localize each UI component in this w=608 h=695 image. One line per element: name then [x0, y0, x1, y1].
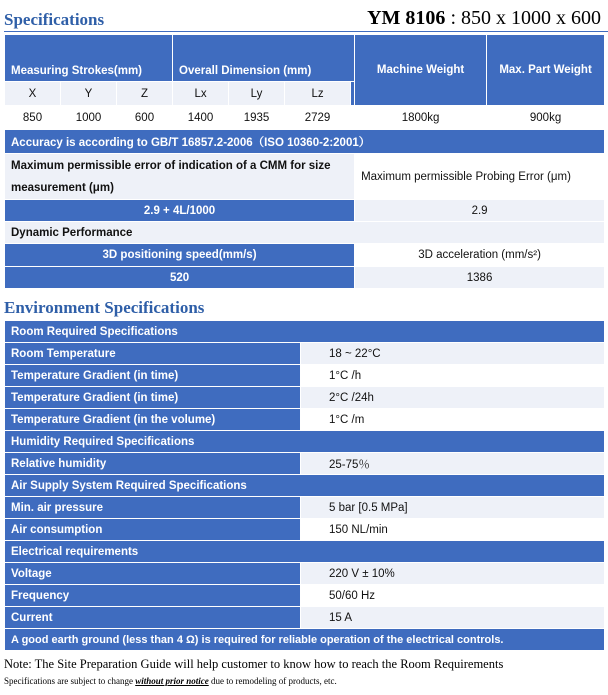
axis-value-z: 600	[117, 106, 173, 130]
axis-value-y: 1000	[61, 106, 117, 130]
grad-vol-row	[5, 409, 605, 431]
acceleration-label: 3D acceleration (mm/s²)	[355, 244, 605, 267]
air-pressure-label: Min. air pressure	[5, 497, 301, 519]
page-title: Specifications	[4, 10, 105, 29]
axis-label-lz: Lz	[285, 82, 351, 106]
electrical-header: Electrical requirements	[5, 541, 605, 563]
axis-label-z: Z	[117, 82, 173, 106]
probing-error-value: 2.9	[355, 200, 605, 222]
model-dimensions: : 850 x 1000 x 600	[445, 7, 601, 29]
mpe-value-row	[5, 200, 605, 222]
humidity-row	[5, 453, 605, 475]
air-pressure-row	[5, 497, 605, 519]
current-label: Current	[5, 607, 301, 629]
axis-label-ly: Ly	[229, 82, 285, 106]
axis-label-x: X	[5, 82, 61, 106]
grad-time-label: Temperature Gradient (in time)	[5, 365, 301, 387]
dynamic-header-row	[5, 222, 605, 244]
current-value: 15 A	[301, 607, 605, 629]
mpe-label: Maximum permissible error of indication of a CMM for size measurement (μm)	[5, 154, 355, 200]
voltage-row	[5, 563, 605, 585]
axis-label-gap	[351, 82, 355, 106]
air-consumption-row	[5, 519, 605, 541]
room-temp-label: Room Temperature	[5, 343, 301, 365]
humidity-value: 25-75％	[301, 453, 605, 475]
humidity-label: Relative humidity	[5, 453, 301, 475]
grad-time-row	[5, 365, 605, 387]
air-consumption-value: 150 NL/min	[301, 519, 605, 541]
ground-note-row	[5, 629, 605, 651]
ground-note: A good earth ground (less than 4 Ω) is required for reliable operation of the electrical controls.	[5, 629, 605, 651]
overall-dimension-header: Overall Dimension (mm)	[173, 35, 355, 82]
probing-error-label: Maximum permissible Probing Error (μm)	[355, 154, 605, 200]
elec-header-row	[5, 541, 605, 563]
humidity-header: Humidity Required Specifications	[5, 431, 605, 453]
disclaimer-emphasis: without prior notice	[135, 676, 209, 686]
axis-value-row	[5, 106, 605, 130]
disclaimer-suffix: due to remodeling of products, etc.	[208, 676, 337, 686]
max-part-weight-header: Max. Part Weight	[487, 35, 605, 106]
room-requirements-header: Room Required Specifications	[5, 321, 605, 343]
measuring-strokes-header: Measuring Strokes(mm)	[5, 35, 173, 82]
voltage-label: Voltage	[5, 563, 301, 585]
speed-label: 3D positioning speed(mm/s)	[5, 244, 355, 267]
axis-label-y: Y	[61, 82, 117, 106]
speed-value: 520	[5, 267, 355, 289]
axis-value-lx: 1400	[173, 106, 229, 130]
frequency-value: 50/60 Hz	[301, 585, 605, 607]
voltage-value: 220 V ± 10%	[301, 563, 605, 585]
accuracy-row	[5, 130, 605, 154]
footer-note: Note: The Site Preparation Guide will help customer to know how to reach the Room Requirements	[4, 657, 504, 671]
frequency-label: Frequency	[5, 585, 301, 607]
environment-title: Environment Specifications	[4, 298, 205, 317]
dynamic-label-row	[5, 244, 605, 267]
accuracy-text: Accuracy is according to GB/T 16857.2-2006（ISO 10360-2:2001）	[5, 130, 605, 154]
grad-time2-label: Temperature Gradient (in time)	[5, 387, 301, 409]
air-pressure-value: 5 bar [0.5 MPa]	[301, 497, 605, 519]
machine-weight-header: Machine Weight	[355, 35, 487, 106]
max-part-weight-value: 900kg	[487, 106, 605, 130]
dynamic-performance-header: Dynamic Performance	[5, 222, 605, 244]
axis-value-ly: 1935	[229, 106, 285, 130]
spec-table	[4, 34, 605, 289]
title-row	[4, 0, 604, 34]
grad-time2-row	[5, 387, 605, 409]
grad-time2-value: 2°C /24h	[301, 387, 605, 409]
dynamic-value-row	[5, 267, 605, 289]
title-divider	[4, 31, 608, 32]
model-name: YM 8106	[367, 7, 446, 29]
humidity-header-row	[5, 431, 605, 453]
spec-header-row	[5, 35, 605, 82]
frequency-row	[5, 585, 605, 607]
grad-time-value: 1°C /h	[301, 365, 605, 387]
axis-value-x: 850	[5, 106, 61, 130]
acceleration-value: 1386	[355, 267, 605, 289]
model-title	[367, 7, 601, 30]
grad-vol-value: 1°C /m	[301, 409, 605, 431]
mpe-label-row	[5, 154, 605, 200]
environment-table	[4, 320, 605, 651]
room-header-row	[5, 321, 605, 343]
disclaimer-prefix: Specifications are subject to change	[4, 676, 136, 686]
air-supply-header: Air Supply System Required Specifications	[5, 475, 605, 497]
mpe-value: 2.9 + 4L/1000	[5, 200, 355, 222]
current-row	[5, 607, 605, 629]
grad-vol-label: Temperature Gradient (in the volume)	[5, 409, 301, 431]
footer-disclaimer	[4, 676, 337, 686]
air-header-row	[5, 475, 605, 497]
room-temp-value: 18 ~ 22°C	[301, 343, 605, 365]
axis-label-lx: Lx	[173, 82, 229, 106]
air-consumption-label: Air consumption	[5, 519, 301, 541]
machine-weight-value: 1800kg	[355, 106, 487, 130]
room-temp-row	[5, 343, 605, 365]
axis-value-lz: 2729	[285, 106, 351, 130]
